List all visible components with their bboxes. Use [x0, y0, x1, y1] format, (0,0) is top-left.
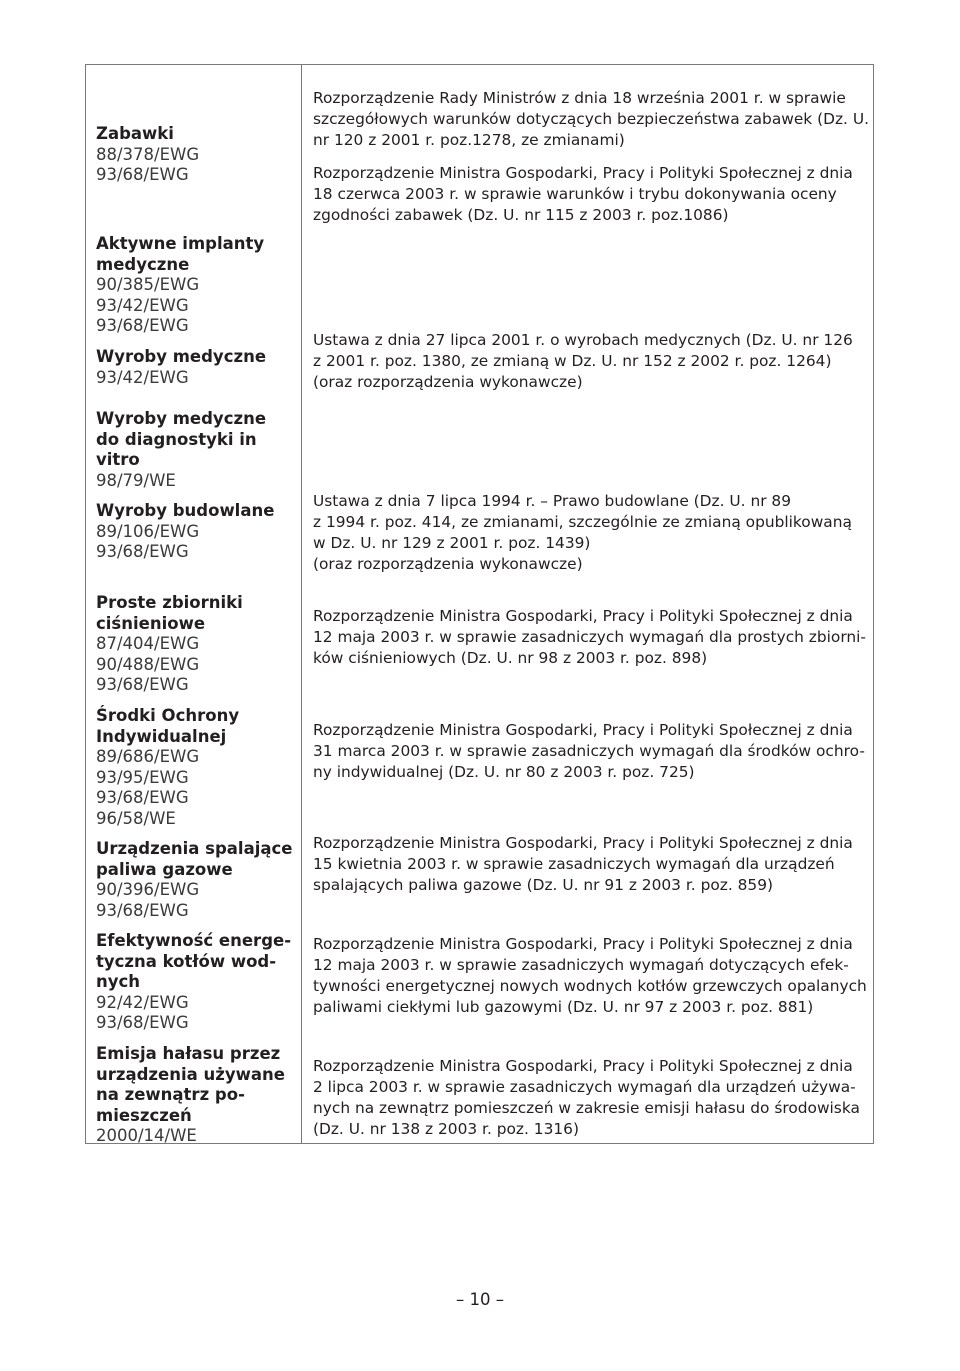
page-number: – 10 –: [456, 1290, 504, 1309]
product-category-line: urządzenia używane: [96, 1064, 285, 1084]
product-category-line: tyczna kotłów wod-: [96, 951, 277, 971]
regulation-text-line: 12 maja 2003 r. w sprawie zasadniczych wymagań dla prostych zbiorni-: [313, 628, 866, 646]
product-category-line: Środki Ochrony: [96, 706, 240, 725]
product-category-line: paliwa gazowe: [96, 859, 233, 879]
regulation-text-line: 12 maja 2003 r. w sprawie zasadniczych wymagań dotyczących efek-: [313, 956, 849, 974]
directive-code: 90/488/EWG: [96, 654, 200, 674]
regulation-text-line: Ustawa z dnia 7 lipca 1994 r. – Prawo budowlane (Dz. U. nr 89: [313, 492, 792, 510]
directive-code: 87/404/EWG: [96, 634, 200, 654]
regulation-text-line: szczegółowych warunków dotyczących bezpieczeństwa zabawek (Dz. U.: [313, 110, 869, 128]
product-category-line: vitro: [96, 450, 140, 470]
regulation-text-line: (Dz. U. nr 138 z 2003 r. poz. 1316): [313, 1120, 579, 1138]
regulation-text-line: (oraz rozporządzenia wykonawcze): [313, 555, 583, 573]
regulation-text-line: ków ciśnieniowych (Dz. U. nr 98 z 2003 r. poz. 898): [313, 649, 708, 667]
directive-group: [96, 839, 296, 921]
directive-code: 93/68/EWG: [96, 900, 189, 920]
directive-code: 93/68/EWG: [96, 316, 189, 336]
product-category-line: medyczne: [96, 254, 190, 274]
product-category-line: ciśnieniowe: [96, 613, 206, 633]
directive-code: 89/686/EWG: [96, 747, 200, 767]
directive-group: [96, 706, 296, 830]
directive-code: 2000/14/WE: [96, 1126, 197, 1146]
regulation-entry: [313, 934, 865, 1018]
directive-group: [96, 347, 296, 388]
directive-group: [96, 234, 296, 337]
regulation-text-line: Rozporządzenie Ministra Gospodarki, Pracy i Polityki Społecznej z dnia: [313, 607, 853, 625]
directive-code: 92/42/EWG: [96, 992, 189, 1012]
product-category-line: do diagnostyki in: [96, 429, 257, 449]
regulation-text-line: paliwami ciekłymi lub gazowymi (Dz. U. nr 97 z 2003 r. poz. 881): [313, 998, 814, 1016]
regulation-text-line: nych na zewnątrz pomieszczeń w zakresie emisji hałasu do środowiska: [313, 1099, 860, 1117]
directive-code: 93/95/EWG: [96, 767, 189, 787]
directive-code: 93/68/EWG: [96, 165, 189, 185]
regulation-text-line: Rozporządzenie Ministra Gospodarki, Pracy i Polityki Społecznej z dnia: [313, 721, 853, 739]
directive-group: [96, 409, 296, 491]
directive-code: 93/42/EWG: [96, 295, 189, 315]
column-divider: [301, 64, 302, 1144]
directive-code: 93/42/EWG: [96, 367, 189, 387]
product-category-line: Zabawki: [96, 124, 174, 143]
regulation-text-line: 2 lipca 2003 r. w sprawie zasadniczych wymagań dla urządzeń używa-: [313, 1078, 856, 1096]
directive-code: 89/106/EWG: [96, 521, 200, 541]
product-category-line: Proste zbiorniki: [96, 593, 243, 612]
directive-code: 93/68/EWG: [96, 675, 189, 695]
regulation-text-line: Rozporządzenie Ministra Gospodarki, Pracy i Polityki Społecznej z dnia: [313, 164, 853, 182]
regulation-text-line: Rozporządzenie Ministra Gospodarki, Pracy i Polityki Społecznej z dnia: [313, 834, 853, 852]
regulation-entry: [313, 330, 865, 393]
regulation-text-line: (oraz rozporządzenia wykonawcze): [313, 373, 583, 391]
regulation-text-line: 18 czerwca 2003 r. w sprawie warunków i trybu dokonywania oceny: [313, 185, 837, 203]
product-category-line: na zewnątrz po-: [96, 1085, 245, 1105]
directive-code: 93/68/EWG: [96, 1013, 189, 1033]
product-category-line: Efektywność energe-: [96, 931, 292, 950]
regulation-text-line: Rozporządzenie Rady Ministrów z dnia 18 września 2001 r. w sprawie: [313, 89, 846, 107]
regulation-text-line: ny indywidualnej (Dz. U. nr 80 z 2003 r. poz. 725): [313, 763, 695, 781]
directive-code: 90/396/EWG: [96, 880, 200, 900]
regulation-text-line: w Dz. U. nr 129 z 2001 r. poz. 1439): [313, 534, 591, 552]
regulation-entry: [313, 833, 865, 896]
regulation-entry: [313, 606, 865, 669]
product-category-line: Aktywne implanty: [96, 234, 265, 253]
regulation-entry: [313, 720, 865, 783]
directive-code: 93/68/EWG: [96, 788, 189, 808]
product-category-line: nych: [96, 972, 141, 992]
directive-code: 90/385/EWG: [96, 275, 200, 295]
product-category-line: Wyroby medyczne: [96, 347, 267, 366]
product-category-line: Emisja hałasu przez: [96, 1044, 281, 1063]
regulation-entry: [313, 88, 869, 151]
product-category-line: Wyroby budowlane: [96, 501, 275, 520]
product-category-line: mieszczeń: [96, 1105, 192, 1125]
product-category-line: Indywidualnej: [96, 726, 227, 746]
product-category-line: Urządzenia spalające: [96, 839, 293, 858]
directive-code: 93/68/EWG: [96, 542, 189, 562]
regulation-text-line: 15 kwietnia 2003 r. w sprawie zasadniczych wymagań dla urządzeń: [313, 855, 835, 873]
directive-group: [96, 1044, 296, 1147]
product-category-line: Wyroby medyczne: [96, 409, 267, 428]
regulation-text-line: z 1994 r. poz. 414, ze zmianami, szczególnie ze zmianą opublikowaną: [313, 513, 852, 531]
directive-group: [96, 593, 296, 696]
regulation-text-line: Rozporządzenie Ministra Gospodarki, Pracy i Polityki Społecznej z dnia: [313, 1057, 853, 1075]
regulation-entry: [313, 491, 865, 575]
directive-code: 88/378/EWG: [96, 144, 200, 164]
directive-code: 98/79/WE: [96, 470, 176, 490]
regulation-text-line: Ustawa z dnia 27 lipca 2001 r. o wyrobach medycznych (Dz. U. nr 126: [313, 331, 853, 349]
directive-code: 96/58/WE: [96, 808, 176, 828]
regulation-entry: [313, 1056, 865, 1140]
regulation-text-line: spalających paliwa gazowe (Dz. U. nr 91 z 2003 r. poz. 859): [313, 876, 773, 894]
regulation-text-line: tywności energetycznej nowych wodnych kotłów grzewczych opalanych: [313, 977, 867, 995]
directive-group: [96, 124, 296, 186]
regulation-text-line: Rozporządzenie Ministra Gospodarki, Pracy i Polityki Społecznej z dnia: [313, 935, 853, 953]
directive-group: [96, 501, 296, 563]
regulation-text-line: zgodności zabawek (Dz. U. nr 115 z 2003 r. poz.1086): [313, 206, 729, 224]
regulation-text-line: 31 marca 2003 r. w sprawie zasadniczych wymagań dla środków ochro-: [313, 742, 865, 760]
regulation-text-line: z 2001 r. poz. 1380, ze zmianą w Dz. U. nr 152 z 2002 r. poz. 1264): [313, 352, 832, 370]
regulation-text-line: nr 120 z 2001 r. poz.1278, ze zmianami): [313, 131, 625, 149]
regulation-entry: [313, 163, 865, 226]
directive-group: [96, 931, 296, 1034]
